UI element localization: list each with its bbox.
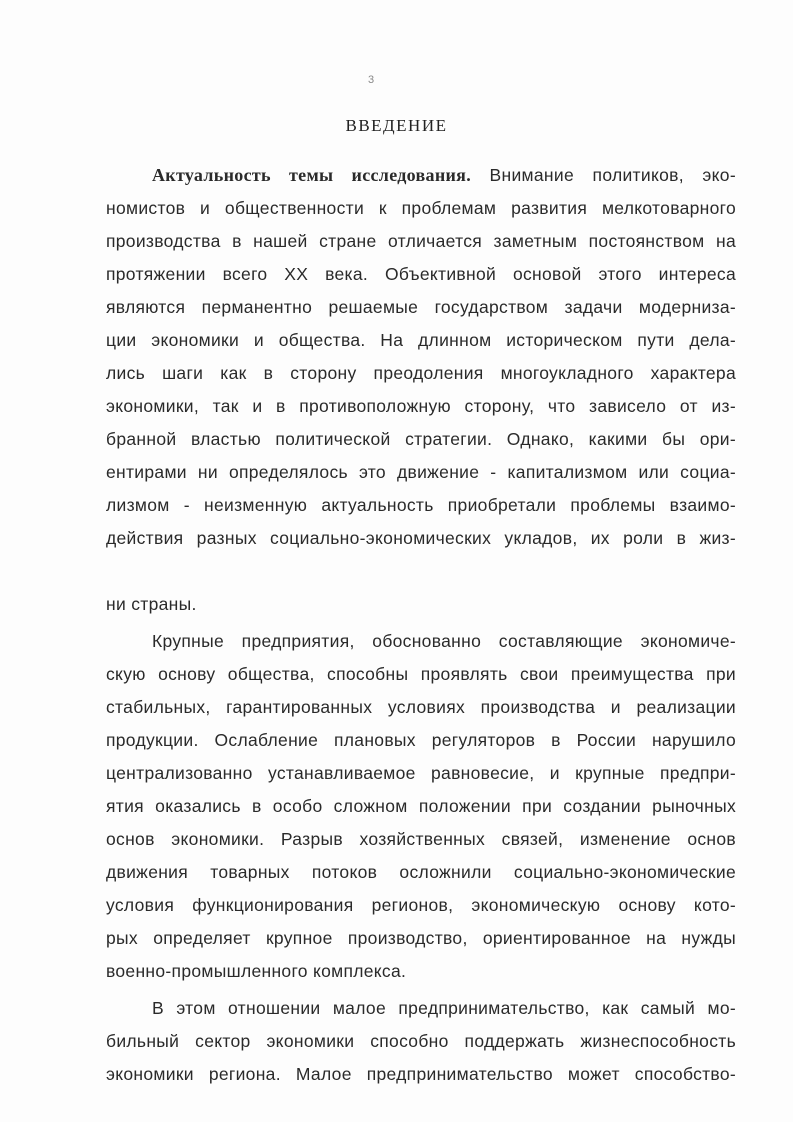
page-number: 3 [368,74,375,86]
text-line: стабильных, гарантированных условиях производства и реализации [106,697,736,717]
text-line: являются перманентно решаемые государством задачи модерниза- [106,297,736,317]
text-line: продукции. Ослабление плановых регуляторов в России нарушило [106,730,736,750]
text-line: Крупные предприятия, обоснованно составляющие экономиче- [152,631,736,651]
text-line: действия разных социально-экономических укладов, их роли в жиз- [106,528,736,548]
text-line: ентирами ни определялось это движение - капитализмом или социа- [106,462,736,482]
text-line: бильный сектор экономики способно поддержать жизнеспособность [106,1031,736,1051]
text-line: военно-промышленного комплекса. [106,961,407,981]
text-line: рых определяет крупное производство, ориентированное на нужды [106,928,736,948]
section-lead: Актуальность темы исследования. [152,165,471,185]
text-line: экономики, так и в противоположную сторону, что зависело от из- [106,396,736,416]
text-line: лись шаги как в сторону преодоления многоукладного характера [106,363,736,383]
page-title: ВВЕДЕНИЕ [345,116,448,135]
text-line: ятия оказались в особо сложном положении при создании рыночных [106,796,736,816]
text-line: ни страны. [106,594,197,614]
text-run: Внимание политиков, эко- [489,165,736,185]
text-line: ции экономики и общества. На длинном историческом пути дела- [106,330,736,350]
text-line: производства в нашей стране отличается заметным постоянством на [106,231,736,251]
text-line: протяжении всего XX века. Объективной основой этого интереса [106,264,736,284]
text-line: лизмом - неизменную актуальность приобретали проблемы взаимо- [106,495,736,515]
text-line: экономики региона. Малое предпринимательство может способство- [106,1064,736,1084]
text-line [152,164,736,186]
text-line: централизованно устанавливаемое равновесие, и крупные предпри- [106,763,736,783]
text-line: движения товарных потоков осложнили социально-экономические [106,862,736,882]
text-line: условия функционирования регионов, экономическую основу кото- [106,895,736,915]
text-line: номистов и общественности к проблемам развития мелкотоварного [106,198,736,218]
text-line: В этом отношении малое предпринимательство, как самый мо- [152,998,736,1018]
text-line: бранной властью политической стратегии. Однако, какими бы ори- [106,429,736,449]
text-line: скую основу общества, способны проявлять свои преимущества при [106,664,736,684]
text-line: основ экономики. Разрыв хозяйственных связей, изменение основ [106,829,736,849]
